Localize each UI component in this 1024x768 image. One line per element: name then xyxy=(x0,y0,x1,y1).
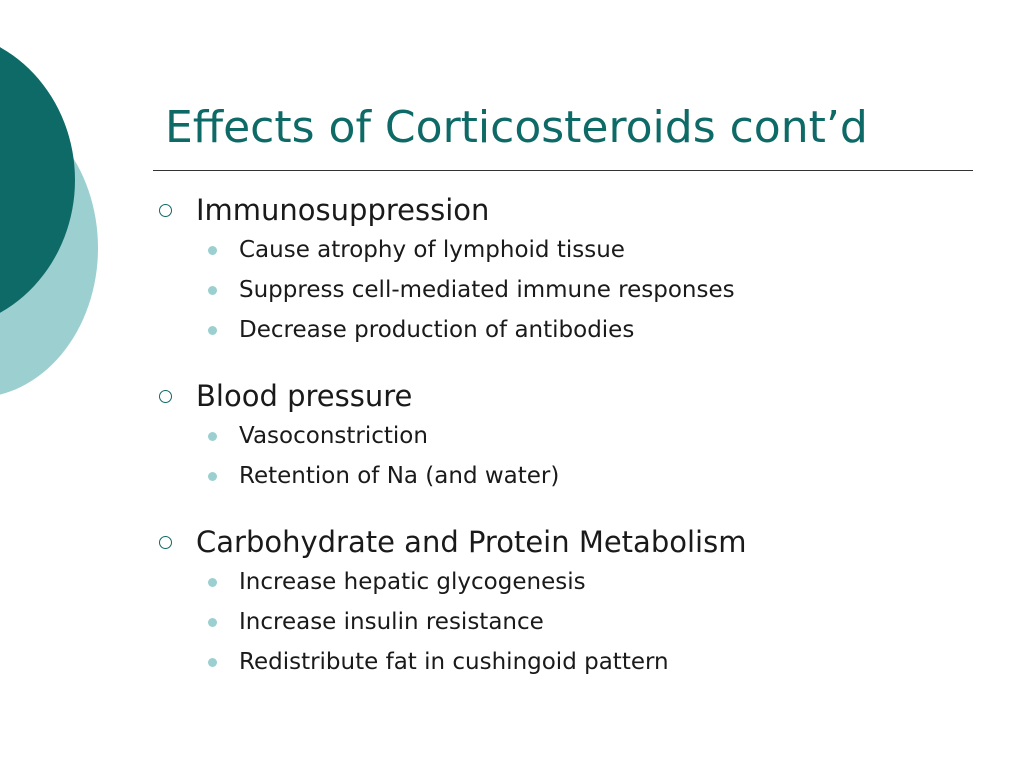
dot-bullet-icon xyxy=(208,286,217,295)
list-item-text: Suppress cell-mediated immune responses xyxy=(239,277,735,303)
list-item xyxy=(155,456,1005,496)
section-heading-row xyxy=(155,376,1005,416)
list-item-text: Cause atrophy of lymphoid tissue xyxy=(239,237,625,263)
list-item xyxy=(155,602,1005,642)
list-item-text: Increase insulin resistance xyxy=(239,609,544,635)
section-blood-pressure xyxy=(155,376,1005,496)
section-heading-row xyxy=(155,190,1005,230)
dot-bullet-icon xyxy=(208,432,217,441)
section-heading: Blood pressure xyxy=(196,379,413,413)
list-item xyxy=(155,642,1005,682)
hollow-circle-bullet-icon xyxy=(159,390,172,403)
slide-content xyxy=(155,190,1005,708)
hollow-circle-bullet-icon xyxy=(159,536,172,549)
dot-bullet-icon xyxy=(208,472,217,481)
list-item-text: Vasoconstriction xyxy=(239,423,428,449)
list-item xyxy=(155,416,1005,456)
list-item-text: Increase hepatic glycogenesis xyxy=(239,569,586,595)
section-heading: Carbohydrate and Protein Metabolism xyxy=(196,525,747,559)
dot-bullet-icon xyxy=(208,326,217,335)
list-item xyxy=(155,562,1005,602)
list-item-text: Redistribute fat in cushingoid pattern xyxy=(239,649,669,675)
title-divider xyxy=(153,170,973,171)
dot-bullet-icon xyxy=(208,246,217,255)
section-metabolism xyxy=(155,522,1005,682)
dot-bullet-icon xyxy=(208,658,217,667)
section-heading-row xyxy=(155,522,1005,562)
section-immunosuppression xyxy=(155,190,1005,350)
section-heading: Immunosuppression xyxy=(196,193,490,227)
list-item xyxy=(155,230,1005,270)
hollow-circle-bullet-icon xyxy=(159,204,172,217)
list-item xyxy=(155,310,1005,350)
list-item xyxy=(155,270,1005,310)
dot-bullet-icon xyxy=(208,618,217,627)
list-item-text: Retention of Na (and water) xyxy=(239,463,560,489)
list-item-text: Decrease production of antibodies xyxy=(239,317,635,343)
dot-bullet-icon xyxy=(208,578,217,587)
slide-title: Effects of Corticosteroids cont’d xyxy=(165,102,868,153)
